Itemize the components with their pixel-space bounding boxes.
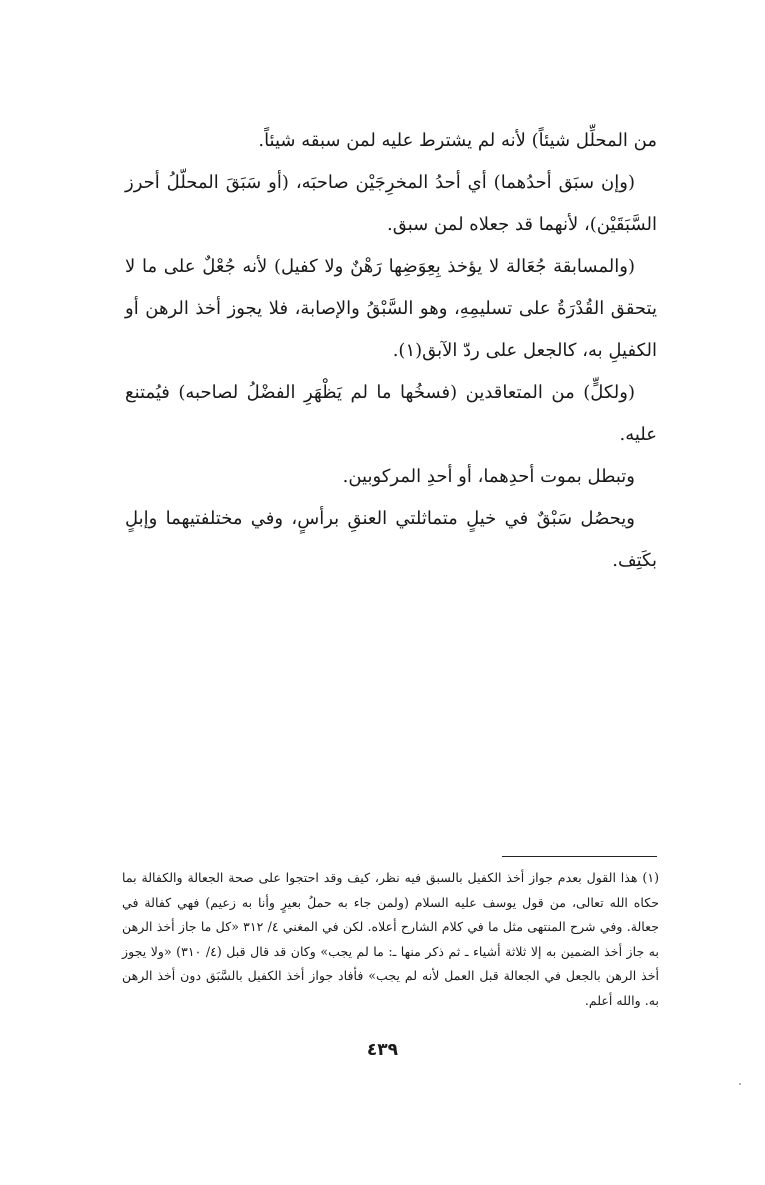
paragraph: وتبطل بموت أحدِهما، أو أحدِ المركوبين. — [342, 466, 635, 487]
paragraph: (والمسابقة جُعَالة لا يؤخذ بِعِوَضِها رَهْنٌ ولا كفيل) لأنه جُعْلٌ على ما لا يتحقق القُدْرَةُ على تسليمِهِ، وهو السَّبْقُ والإصابة، فلا يجوز أخذ الرهن أو الكفيلِ به، كالجعل على ردّ الآبق(١). — [125, 256, 657, 361]
footnote: (١) هذا القول بعدم جواز أخذ الكفيل بالسبق فيه نظر، كيف وقد احتجوا على صحة الجعالة والكفالة بما حكاه الله تعالى، من قول يوسف عليه السلام (ولمن جاء به حملُ بعيرٍ وأنا به زعيم) فهي كفالة في جعالة. وفي شرح المنتهى مثل ما في كلام الشارح أعلاه. لكن في المغني ٤/ ٣١٢ «كل ما جاز أخذ الرهن به جاز أخذ الضمين به إلا ثلاثة أشياء ـ ثم ذكر منها ـ: ما لم يجب» وكان قد قال قبل (٤/ ٣١٠) «ولا يجوز أخذ الرهن بالجعل في الجعالة قبل العمل لأنه لم يجب» فأفاد جواز أخذ الكفيل بالسَّبَق دون أخذ الرهن به. والله أعلم. — [122, 870, 659, 1008]
paragraph: (ولكلٍّ) من المتعاقدين (فسخُها ما لم يَظْهَرِ الفضْلُ لصاحبه) فيُمتنع عليه. — [125, 382, 657, 445]
page-number: ٤٣٩ — [366, 1040, 399, 1060]
main-text — [125, 120, 657, 582]
footnote-divider — [502, 856, 657, 857]
paragraph: (وإن سبَق أحدُهما) أي أحدُ المخرِجَيْن صاحبَه، (أو سَبَقَ المحلّلُ أحرز السَّبَقَيْن)، لأنهما قد جعلاه لمن سبق. — [125, 172, 657, 235]
footnotes — [122, 866, 659, 1014]
paragraph: من المحلِّل شيئاً) لأنه لم يشترط عليه لمن سبقه شيئاً. — [258, 130, 657, 151]
paragraph: ويحصُل سَبْقٌ في خيلٍ متماثلتي العنقِ برأسٍ، وفي مختلفتيهما وإبلٍ بكَتِف. — [125, 508, 657, 571]
scan-artifact — [739, 1083, 741, 1085]
